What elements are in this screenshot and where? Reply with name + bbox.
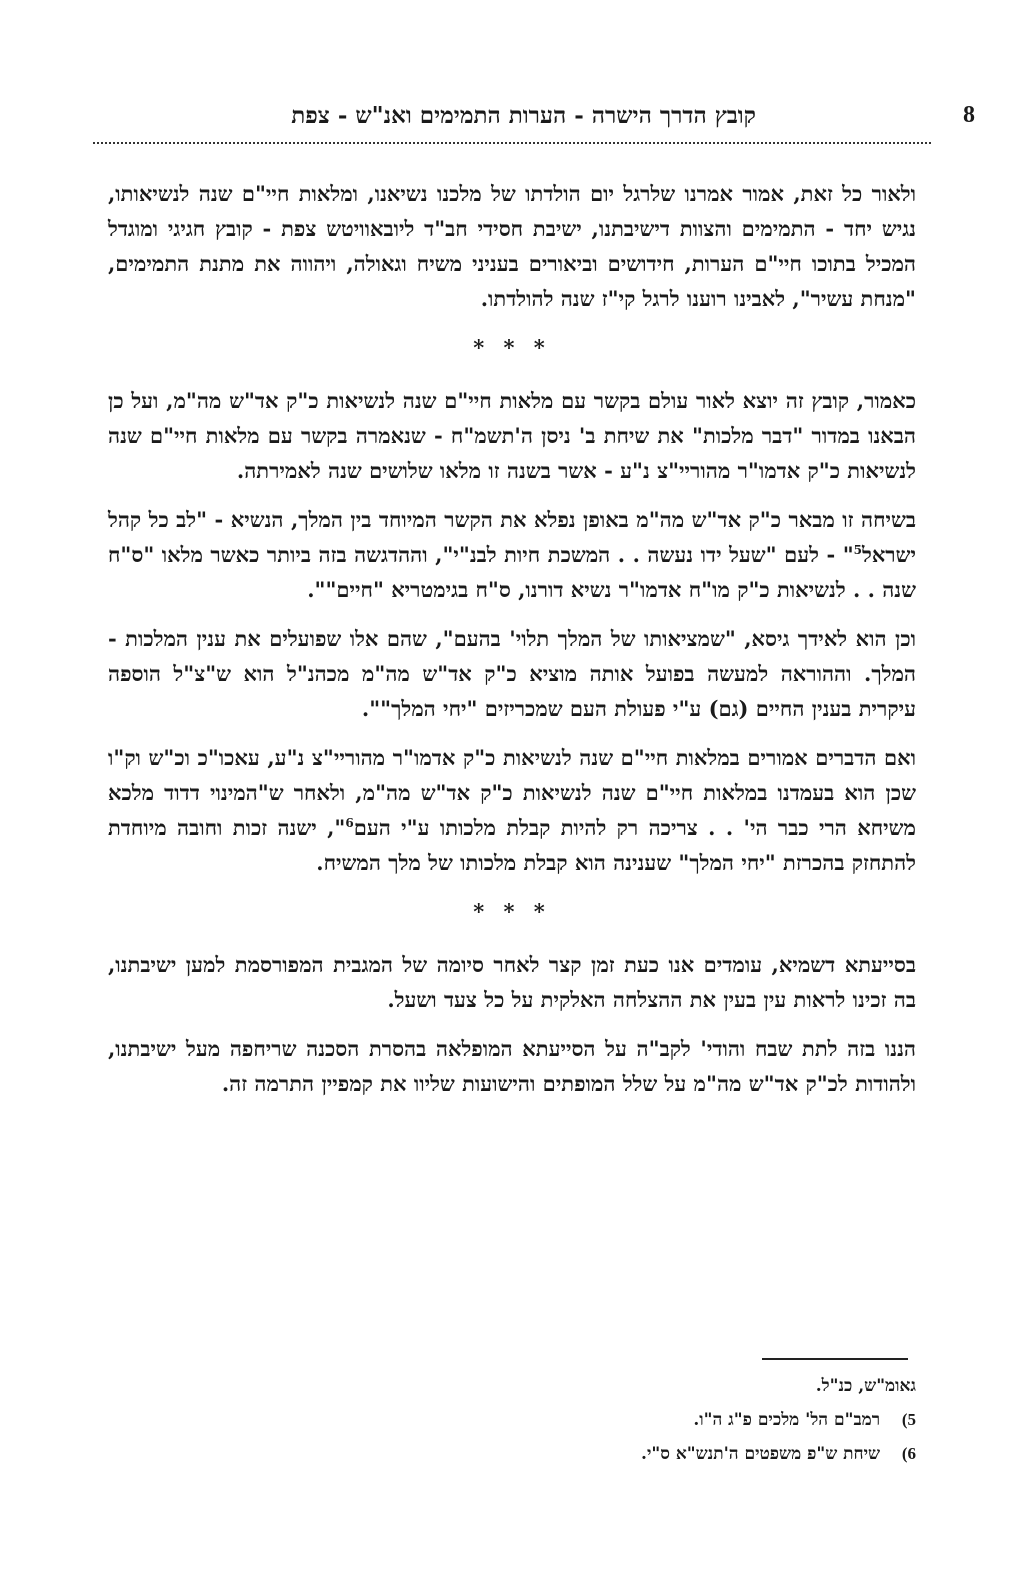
- paragraph: הננו בזה לתת שבח והודי' לקב"ה על הסייעתא המופלאה בהסרת הסכנה שריחפה מעל ישיבתנו, ולהודות לכ"ק אד"ש מה"מ על שלל המופתים והישועות שליוו את קמפיין התרמה זה.: [108, 1036, 916, 1096]
- footnote-item: [108, 1403, 916, 1437]
- main-text: [108, 176, 916, 1115]
- paragraph: [108, 502, 916, 607]
- section-separator: * * *: [473, 899, 551, 924]
- footnote-text: שיחת ש"פ משפטים ה'תנש"א ס"י.: [641, 1444, 881, 1464]
- footnote-ref[interactable]: 6: [345, 816, 354, 830]
- footnote-continuation: גאומ"ש, כנ"ל.: [815, 1376, 916, 1396]
- footnote-divider: [762, 1358, 908, 1360]
- paragraph: בסייעתא דשמיא, עומדים אנו כעת זמן קצר לאחר סיומה של המגבית המפורסמת למען ישיבתנו, בה זכינו לראות עין בעין את ההצלחה האלקית על כל צעד ושעל.: [108, 952, 916, 1012]
- footnote-text: רמב"ם הל' מלכים פ"ג ה"ו.: [693, 1410, 881, 1430]
- section-separator: * * *: [473, 335, 551, 360]
- paragraph: [108, 740, 916, 880]
- running-head: [93, 102, 975, 144]
- paragraph: וכן הוא לאידך גיסא, "שמציאותו של המלך תלוי' בהעם", שהם אלו שפועלים את ענין המלכות - המלך. וההוראה למעשה בפועל אותה מוציא כ"ק אד"ש מה"מ מכהנ"ל הוא ש"צ"ל הוספה עיקרית בענין החיים (גם) ע"י פעולת העם שמכריזים "יחי המלך"".: [108, 626, 916, 721]
- footnote-number: 6): [901, 1444, 916, 1463]
- paragraph: כאמור, קובץ זה יוצא לאור עולם בקשר עם מלאות חיי"ם שנה לנשיאות כ"ק אד"ש מה"מ, ועל כן הבאנו במדור "דבר מלכות" את שיחת ב' ניסן ה'תשמ"ח - שנאמרה בקשר עם מלאות חיי"ם שנה לנשיאות כ"ק אדמו"ר מהוריי"צ נ"ע - אשר בשנה זו מלאו שלושים שנה לאמירתה.: [108, 388, 916, 483]
- page-number: 8: [963, 102, 975, 128]
- footnotes: [108, 1370, 916, 1471]
- paragraph: ולאור כל זאת, אמור אמרנו שלרגל יום הולדתו של מלכנו נשיאנו, ומלאות חיי"ם שנה לנשיאותו, נגיש יחד - התמימים והצוות דישיבתנו, ישיבת חסידי חב"ד ליובאוויטש צפת - קובץ חגיגי ומוגדל המכיל בתוכו חיי"ם הערות, חידושים וביאורים בעניני משיח וגאולה, ויהווה את מתנת התמימים, "מנחת עשיר", לאבינו רוענו לרגל קי"ז שנה להולדתו.: [108, 181, 916, 311]
- paragraph-text: " - לעם "שעל ידו נעשה . . המשכת חיות לבנ"י", וההדגשה בזה ביותר כאשר מלאו "ס"ח שנה . . לנשיאות כ"ק מו"ח אדמו"ר נשיא דורנו, ס"ח בגימטריא "חיים"".: [108, 542, 916, 602]
- footnote-ref[interactable]: 5: [853, 543, 862, 557]
- footnote-number: 5): [901, 1410, 916, 1429]
- running-title: קובץ הדרך הישרה - הערות התמימים ואנ"ש - צפת: [291, 102, 756, 129]
- footnote-item: [108, 1437, 916, 1471]
- paragraph-text: ", ישנה זכות וחובה מיוחדת להתחזק בהכרזת "יחי המלך" שענינה הוא קבלת מלכותו של מלך המשיח.: [108, 815, 916, 875]
- paragraph-text: בשיחה זו מבאר כ"ק אד"ש מה"מ באופן נפלא את הקשר המיוחד בין המלך, הנשיא - "לב כל קהל ישראל: [108, 507, 916, 567]
- paragraph-text: ואם הדברים אמורים במלאות חיי"ם שנה לנשיאות כ"ק אדמו"ר מהוריי"צ נ"ע, עאכו"כ וכ"ש וק"ו שכן הוא בעמדנו במלאות חיי"ם שנה לנשיאות כ"ק אד"ש מה"מ, ולאחר ש"המינוי דדוד מלכא משיחא הרי כבר הי' . . צריכה רק להיות קבלת מלכותו ע"י העם: [108, 745, 916, 840]
